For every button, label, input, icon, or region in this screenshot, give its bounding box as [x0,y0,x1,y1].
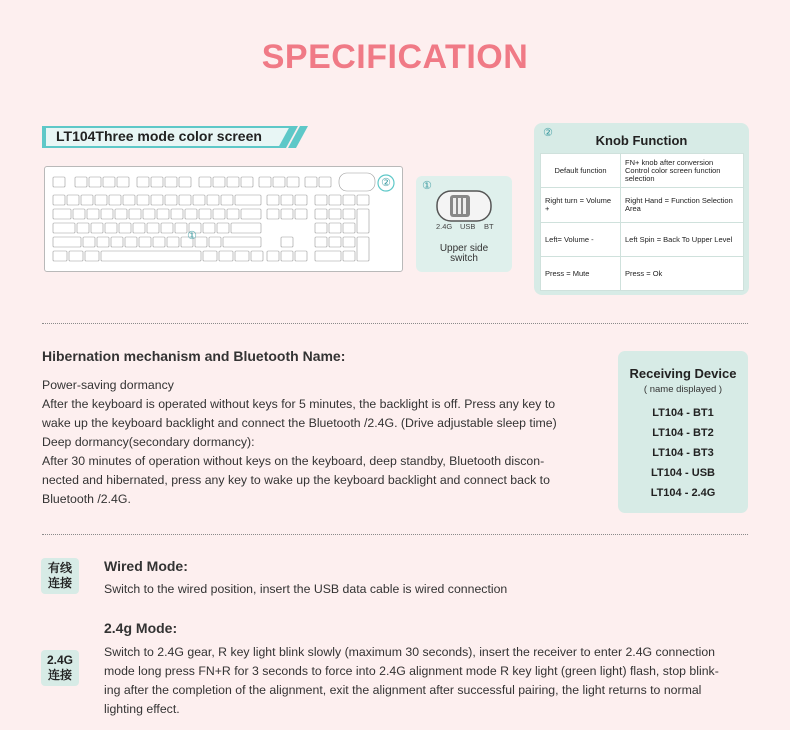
receiving-item: LT104 - BT3 [652,447,714,459]
wired-heading: Wired Mode: [104,558,188,574]
g24-badge-line2: 连接 [47,668,72,682]
hibernation-line: After the keyboard is operated without keys for 5 minutes, the backlight is off. Press any key to [42,397,556,411]
switch-caption-line1: Upper side [439,243,489,254]
switch-label-usb: USB [460,222,476,231]
receiving-device-panel [618,351,748,513]
hibernation-line: Deep dormancy(secondary dormancy): [42,435,255,449]
g24-badge [41,650,79,686]
receiving-item: LT104 - 2.4G [650,487,716,499]
divider [42,323,748,324]
wired-badge-line1: 有线 [47,561,72,575]
switch-panel-marker: ① [422,180,432,192]
knob-cell-left: Left= Volume - [541,223,621,257]
wired-text: Switch to the wired position, insert the USB data cable is wired connection [104,582,508,596]
knob-function-panel [534,123,749,295]
switch-label-bt: BT [484,222,494,231]
keyboard-keys [45,167,404,273]
g24-badge-line1: 2.4G [46,653,73,667]
product-banner [42,126,306,148]
knob-panel-marker: ② [543,127,553,139]
hibernation-line: nected and hibernated, press any key to wake up the keyboard backlight and connect back to [42,473,550,487]
g24-heading: 2.4g Mode: [104,620,178,636]
keyboard-illustration [44,166,403,272]
knob-cell-right: Right Hand = Function Selection Area [621,188,744,223]
g24-line: lighting effect. [104,702,180,716]
switch-caption-line2: switch [450,253,478,264]
wired-badge [41,558,79,594]
switch-panel [416,176,512,272]
knob-marker: ② [381,177,391,189]
receiving-subtitle: ( name displayed ) [643,384,723,395]
page-title: SPECIFICATION [261,38,529,76]
receiving-item: LT104 - BT1 [652,407,714,419]
receiving-item: LT104 - BT2 [652,427,714,439]
knob-title: Knob Function [595,133,688,148]
hibernation-line: wake up the keyboard backlight and connect the Bluetooth /2.4G. (Drive adjustable sleep time) [42,416,557,430]
receiving-title: Receiving Device [629,366,737,381]
wired-badge-line2: 连接 [47,576,72,590]
hibernation-heading: Hibernation mechanism and Bluetooth Name: [42,348,346,364]
knob-row [541,154,744,188]
mode-switch-icon [436,190,492,222]
g24-line: Switch to 2.4G gear, R key light blink slowly (maximum 30 seconds), insert the receiver to enter 2.4G connection [104,645,716,659]
knob-table [540,153,744,291]
hibernation-line: Power-saving dormancy [42,378,174,392]
knob-row [541,223,744,257]
knob-cell-right: FN+ knob after conversion Control color screen function selection [621,154,744,188]
switch-marker: ① [187,230,197,242]
switch-caption [416,244,512,264]
knob-cell-left: Press = Mute [541,257,621,291]
receiving-item: LT104 - USB [651,467,715,479]
g24-line: mode long press FN+R for 3 seconds to force into 2.4G alignment mode R key light (green light) flash, stop blink- [104,664,719,678]
banner-title: LT104Three mode color screen [56,128,262,144]
knob-row [541,257,744,291]
hibernation-line: After 30 minutes of operation without keys on the keyboard, deep standby, Bluetooth discon- [42,454,545,468]
knob-row [541,188,744,223]
knob-cell-right: Press = Ok [621,257,744,291]
g24-body [104,643,750,719]
knob-cell-right: Left Spin = Back To Upper Level [621,223,744,257]
divider [42,534,748,535]
hibernation-line: Bluetooth /2.4G. [42,492,131,506]
knob-cell-left: Right turn = Volume + [541,188,621,223]
switch-label-24g: 2.4G [436,222,453,231]
hibernation-body [42,376,598,509]
knob-cell-left: Default function [541,154,621,188]
g24-line: ing after the completion of the alignment, exit the alignment after successful pairing, the light returns to normal [104,683,702,697]
